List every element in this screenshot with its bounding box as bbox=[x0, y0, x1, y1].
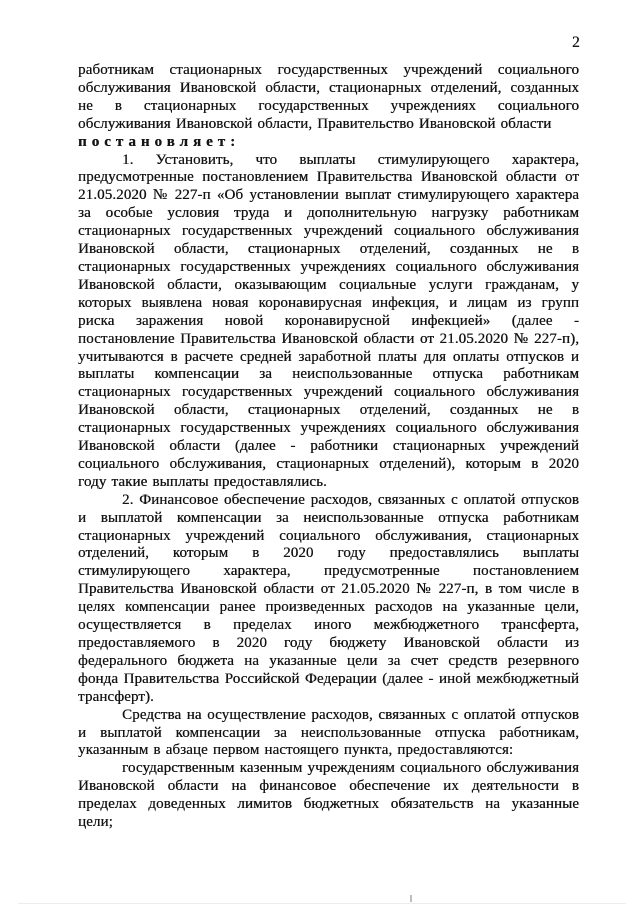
paragraph-state-institutions: государственным казенным учреждениям социального обслуживания Ивановской области на финансовое обеспечение их деятельности в пределах доведенных лимитов бюджетных обязательств на указанные цели; bbox=[78, 760, 579, 831]
scan-edge-shadow bbox=[18, 903, 626, 904]
resolution-keyword: постановляет: bbox=[78, 133, 241, 150]
paragraph-means: Средства на осуществление расходов, связанных с оплатой отпусков и выплатой компенсации за неиспользованные отпуска работникам, указанным в абзаце первом настоящего пункта, предоставляются: bbox=[78, 706, 579, 759]
paragraph-continuation: работникам стационарных государственных учреждений социального обслуживания Ивановской области, стационарных отделений, созданных не в стационарных государственных учреждениях социального обслуживания Ивановской области, Правительство Ивановской области bbox=[78, 62, 579, 132]
paragraph-item-2: 2. Финансовое обеспечение расходов, связанных с оплатой отпусков и выплатой компенсации за неиспользованные отпуска работникам стационарных учреждений социального обслуживания, стационарных отделений, которым в 2020 году предоставлялись выплаты стимулирующего характера, предусмотренные постановлением Правительства Ивановской области от 21.05.2020 № 227-п, в том числе в целях компенсации ранее произведенных расходов на указанные цели, осуществляется в пределах иного межбюджетного трансферта, предоставляемого в 2020 году бюджету Ивановской области из федерального бюджета на указанные цели за счет средств резервного фонда Правительства Российской Федерации (далее - иной межбюджетный трансферт). bbox=[78, 491, 579, 705]
paragraph-item-1: 1. Установить, что выплаты стимулирующего характера, предусмотренные постановлением Правительства Ивановской области от 21.05.2020 № 227-п «Об установлении выплат стимулирующего характера за особые условия труда и дополнительную нагрузку работникам стационарных государственных учреждений социального обслуживания Ивановской области, стационарных отделений, созданных не в стационарных государственных учреждениях социального обслуживания Ивановской области, оказывающим социальные услуги гражданам, у которых выявлена новая коронавирусная инфекция, и лицам из групп риска заражения новой коронавирусной инфекцией» (далее - постановление Правительства Ивановской области от 21.05.2020 № 227-п), учитываются в расчете средней заработной платы для оплаты отпусков и выплаты компенсации за неиспользованные отпуска работникам стационарных государственных учреждений социального обслуживания Ивановской области, стационарных отделений, созданных не в стационарных государственных учреждениях социального обслуживания Ивановской области (далее - работники стационарных учреждений социального обслуживания, стационарных отделений), которым в 2020 году такие выплаты предоставлялись. bbox=[78, 151, 579, 490]
scan-artifact bbox=[410, 895, 412, 902]
document-body bbox=[78, 62, 579, 832]
page-number: 2 bbox=[572, 34, 580, 51]
